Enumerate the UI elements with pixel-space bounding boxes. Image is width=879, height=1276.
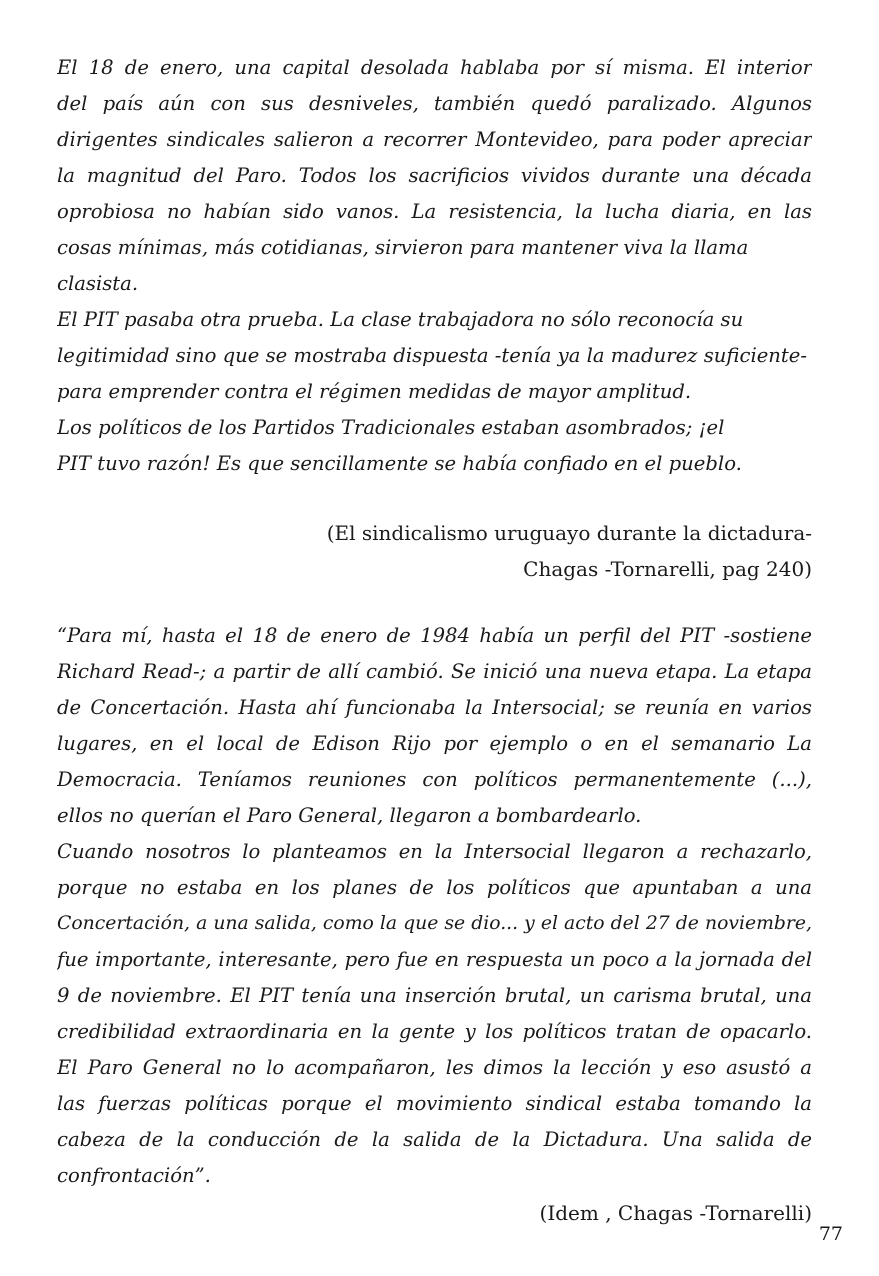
- text-line: oprobiosa no habían sido vanos. La resistencia, la lucha diaria, en las: [57, 200, 812, 223]
- text-line: clasista.: [57, 272, 139, 295]
- text-line: confrontación”.: [57, 1164, 211, 1187]
- text-line: lugares, en el local de Edison Rijo por ejemplo o en el semanario La: [57, 732, 812, 755]
- text-line: ellos no querían el Paro General, llegaron a bombardearlo.: [57, 804, 642, 827]
- citation-line: Chagas -Tornarelli, pag 240): [523, 557, 812, 581]
- text-line: El 18 de enero, una capital desolada hablaba por sí misma. El interior: [57, 56, 812, 79]
- text-line: cosas mínimas, más cotidianas, sirvieron para mantener viva la llama: [57, 236, 749, 259]
- text-line: del país aún con sus desniveles, también quedó paralizado. Algunos: [57, 92, 812, 115]
- text-line: dirigentes sindicales salieron a recorrer Montevideo, para poder apreciar: [57, 128, 812, 151]
- page-number: 77: [818, 1223, 843, 1245]
- text-line: legitimidad sino que se mostraba dispuesta -tenía ya la madurez suficiente-: [57, 344, 808, 367]
- text-line: “Para mí, hasta el 18 de enero de 1984 había un perfil del PIT -sostiene: [57, 624, 812, 647]
- citation-line: (El sindicalismo uruguayo durante la dictadura-: [326, 521, 812, 545]
- text-line: Richard Read-; a partir de allí cambió. Se inició una nueva etapa. La etapa: [57, 660, 812, 683]
- text-line: El Paro General no lo acompañaron, les dimos la lección y eso asustó a: [57, 1056, 812, 1079]
- text-line: credibilidad extraordinaria en la gente y los políticos tratan de opacarlo.: [57, 1020, 812, 1043]
- text-line: Democracia. Teníamos reuniones con políticos permanentemente (...),: [57, 768, 812, 791]
- text-line: Los políticos de los Partidos Tradicionales estaban asombrados; ¡el: [57, 416, 725, 439]
- text-line: cabeza de la conducción de la salida de la Dictadura. Una salida de: [57, 1128, 812, 1151]
- citation-2: (Idem , Chagas -Tornarelli): [539, 1201, 812, 1225]
- text-line: Concertación, a una salida, como la que se dio... y el acto del 27 de noviembre,: [57, 913, 812, 934]
- text-line: para emprender contra el régimen medidas de mayor amplitud.: [57, 380, 692, 403]
- text-line: porque no estaba en los planes de los políticos que apuntaban a una: [57, 876, 812, 899]
- text-line: fue importante, interesante, pero fue en respuesta un poco a la jornada del: [57, 948, 812, 971]
- text-line: la magnitud del Paro. Todos los sacrificios vividos durante una década: [57, 164, 812, 187]
- text-line: las fuerzas políticas porque el movimiento sindical estaba tomando la: [57, 1092, 812, 1115]
- text-line: El PIT pasaba otra prueba. La clase trabajadora no sólo reconocía su: [57, 308, 744, 331]
- text-line: 9 de noviembre. El PIT tenía una inserción brutal, un carisma brutal, una: [57, 984, 812, 1007]
- text-line: de Concertación. Hasta ahí funcionaba la Intersocial; se reunía en varios: [57, 696, 812, 719]
- text-line: Cuando nosotros lo planteamos en la Intersocial llegaron a rechazarlo,: [57, 840, 812, 863]
- text-line: PIT tuvo razón! Es que sencillamente se había confiado en el pueblo.: [57, 452, 742, 475]
